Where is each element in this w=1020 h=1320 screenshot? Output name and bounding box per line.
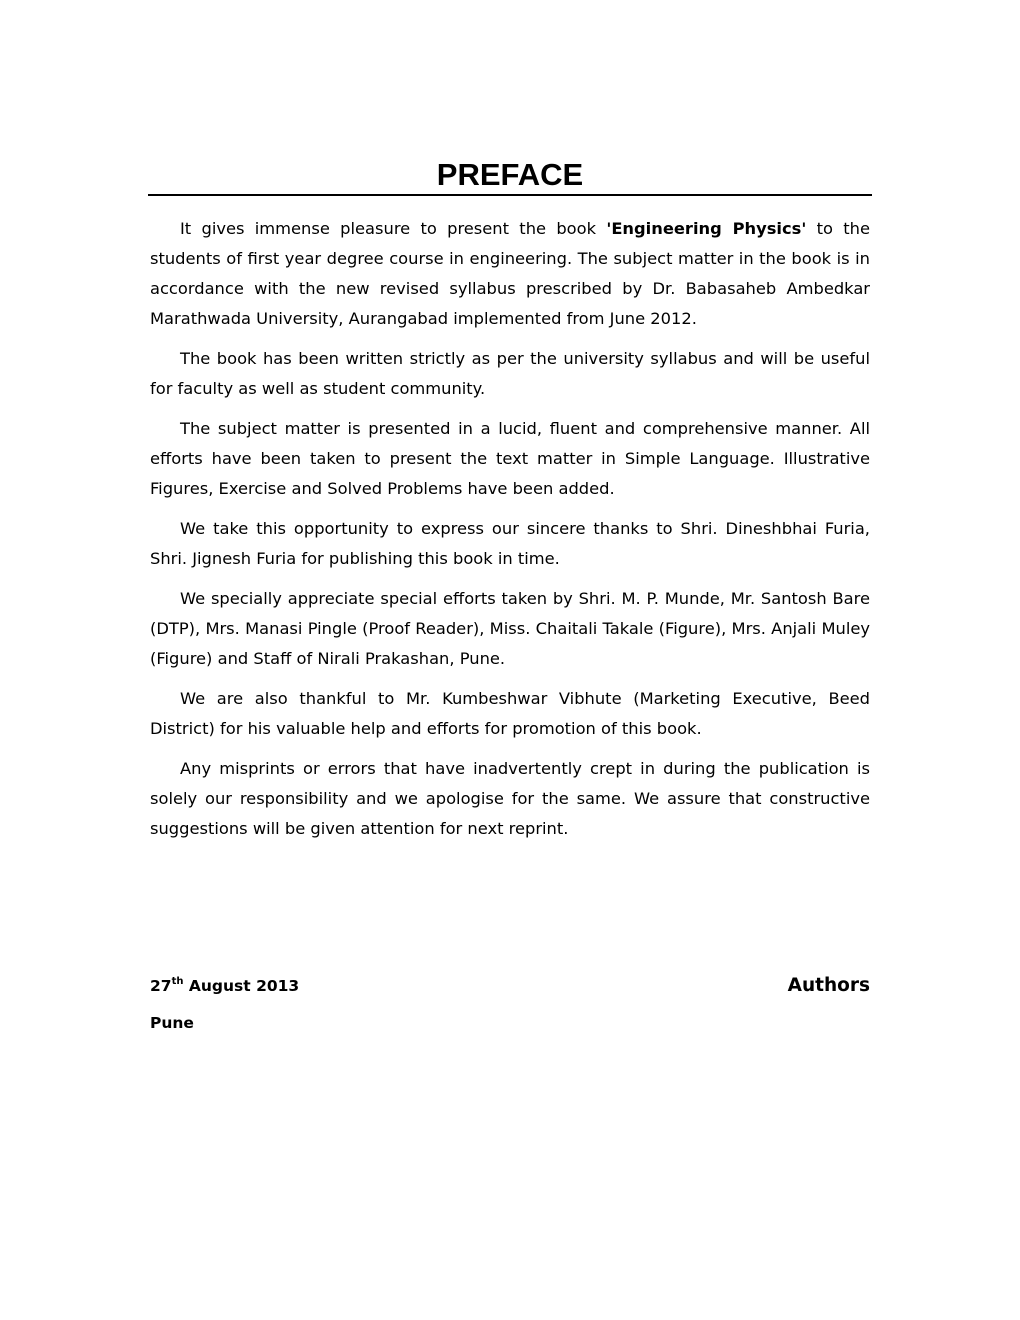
book-title: 'Engineering Physics' [606,219,807,238]
paragraph-presentation: The subject matter is presented in a lucid, fluent and comprehensive manner. All efforts have been taken to present the text matter in Simple Language. Illustrative Figures, Exercise and Solved Problems have been added. [150,419,870,498]
paragraph-intro-after: to the students of first year degree course in engineering. The subject matter in the book is in accordance with the new revised syllabus prescribed by Dr. Babasaheb Ambedkar Marathwada University, Aurangabad implemented from June 2012. [150,219,870,328]
signoff-authors: Authors [787,975,870,996]
paragraph-thanks-staff: We specially appreciate special efforts taken by Shri. M. P. Munde, Mr. Santosh Bare (DTP), Mrs. Manasi Pingle (Proof Reader), Miss. Chaitali Takale (Figure), Mrs. Anjali Muley (Figure) and Staff of Nirali Prakashan, Pune. [150,589,870,668]
paragraph-intro [150,214,870,334]
preface-body [148,214,872,844]
paragraph-errata: Any misprints or errors that have inadvertently crept in during the publication is solely our responsibility and we apologise for the same. We assure that constructive suggestions will be given attention for next reprint. [150,759,870,838]
signoff-row [150,975,870,996]
paragraph-intro-before: It gives immense pleasure to present the book [180,219,607,238]
paragraph-thanks-marketing: We are also thankful to Mr. Kumbeshwar Vibhute (Marketing Executive, Beed District) for his valuable help and efforts for promotion of this book. [150,689,870,738]
signoff-place: Pune [150,1014,194,1032]
signoff-date [150,977,299,995]
date-day: 27 [150,977,172,995]
page-title: PREFACE [436,157,584,192]
signoff [150,975,870,1032]
paragraph-syllabus: The book has been written strictly as per the university syllabus and will be useful for faculty as well as student community. [150,349,870,398]
date-rest: August 2013 [183,977,300,995]
paragraph-thanks-publishers: We take this opportunity to express our sincere thanks to Shri. Dineshbhai Furia, Shri. Jignesh Furia for publishing this book in time. [150,519,870,568]
title-underline [148,194,872,196]
preface-page [148,156,872,854]
date-suffix: th [171,976,184,987]
